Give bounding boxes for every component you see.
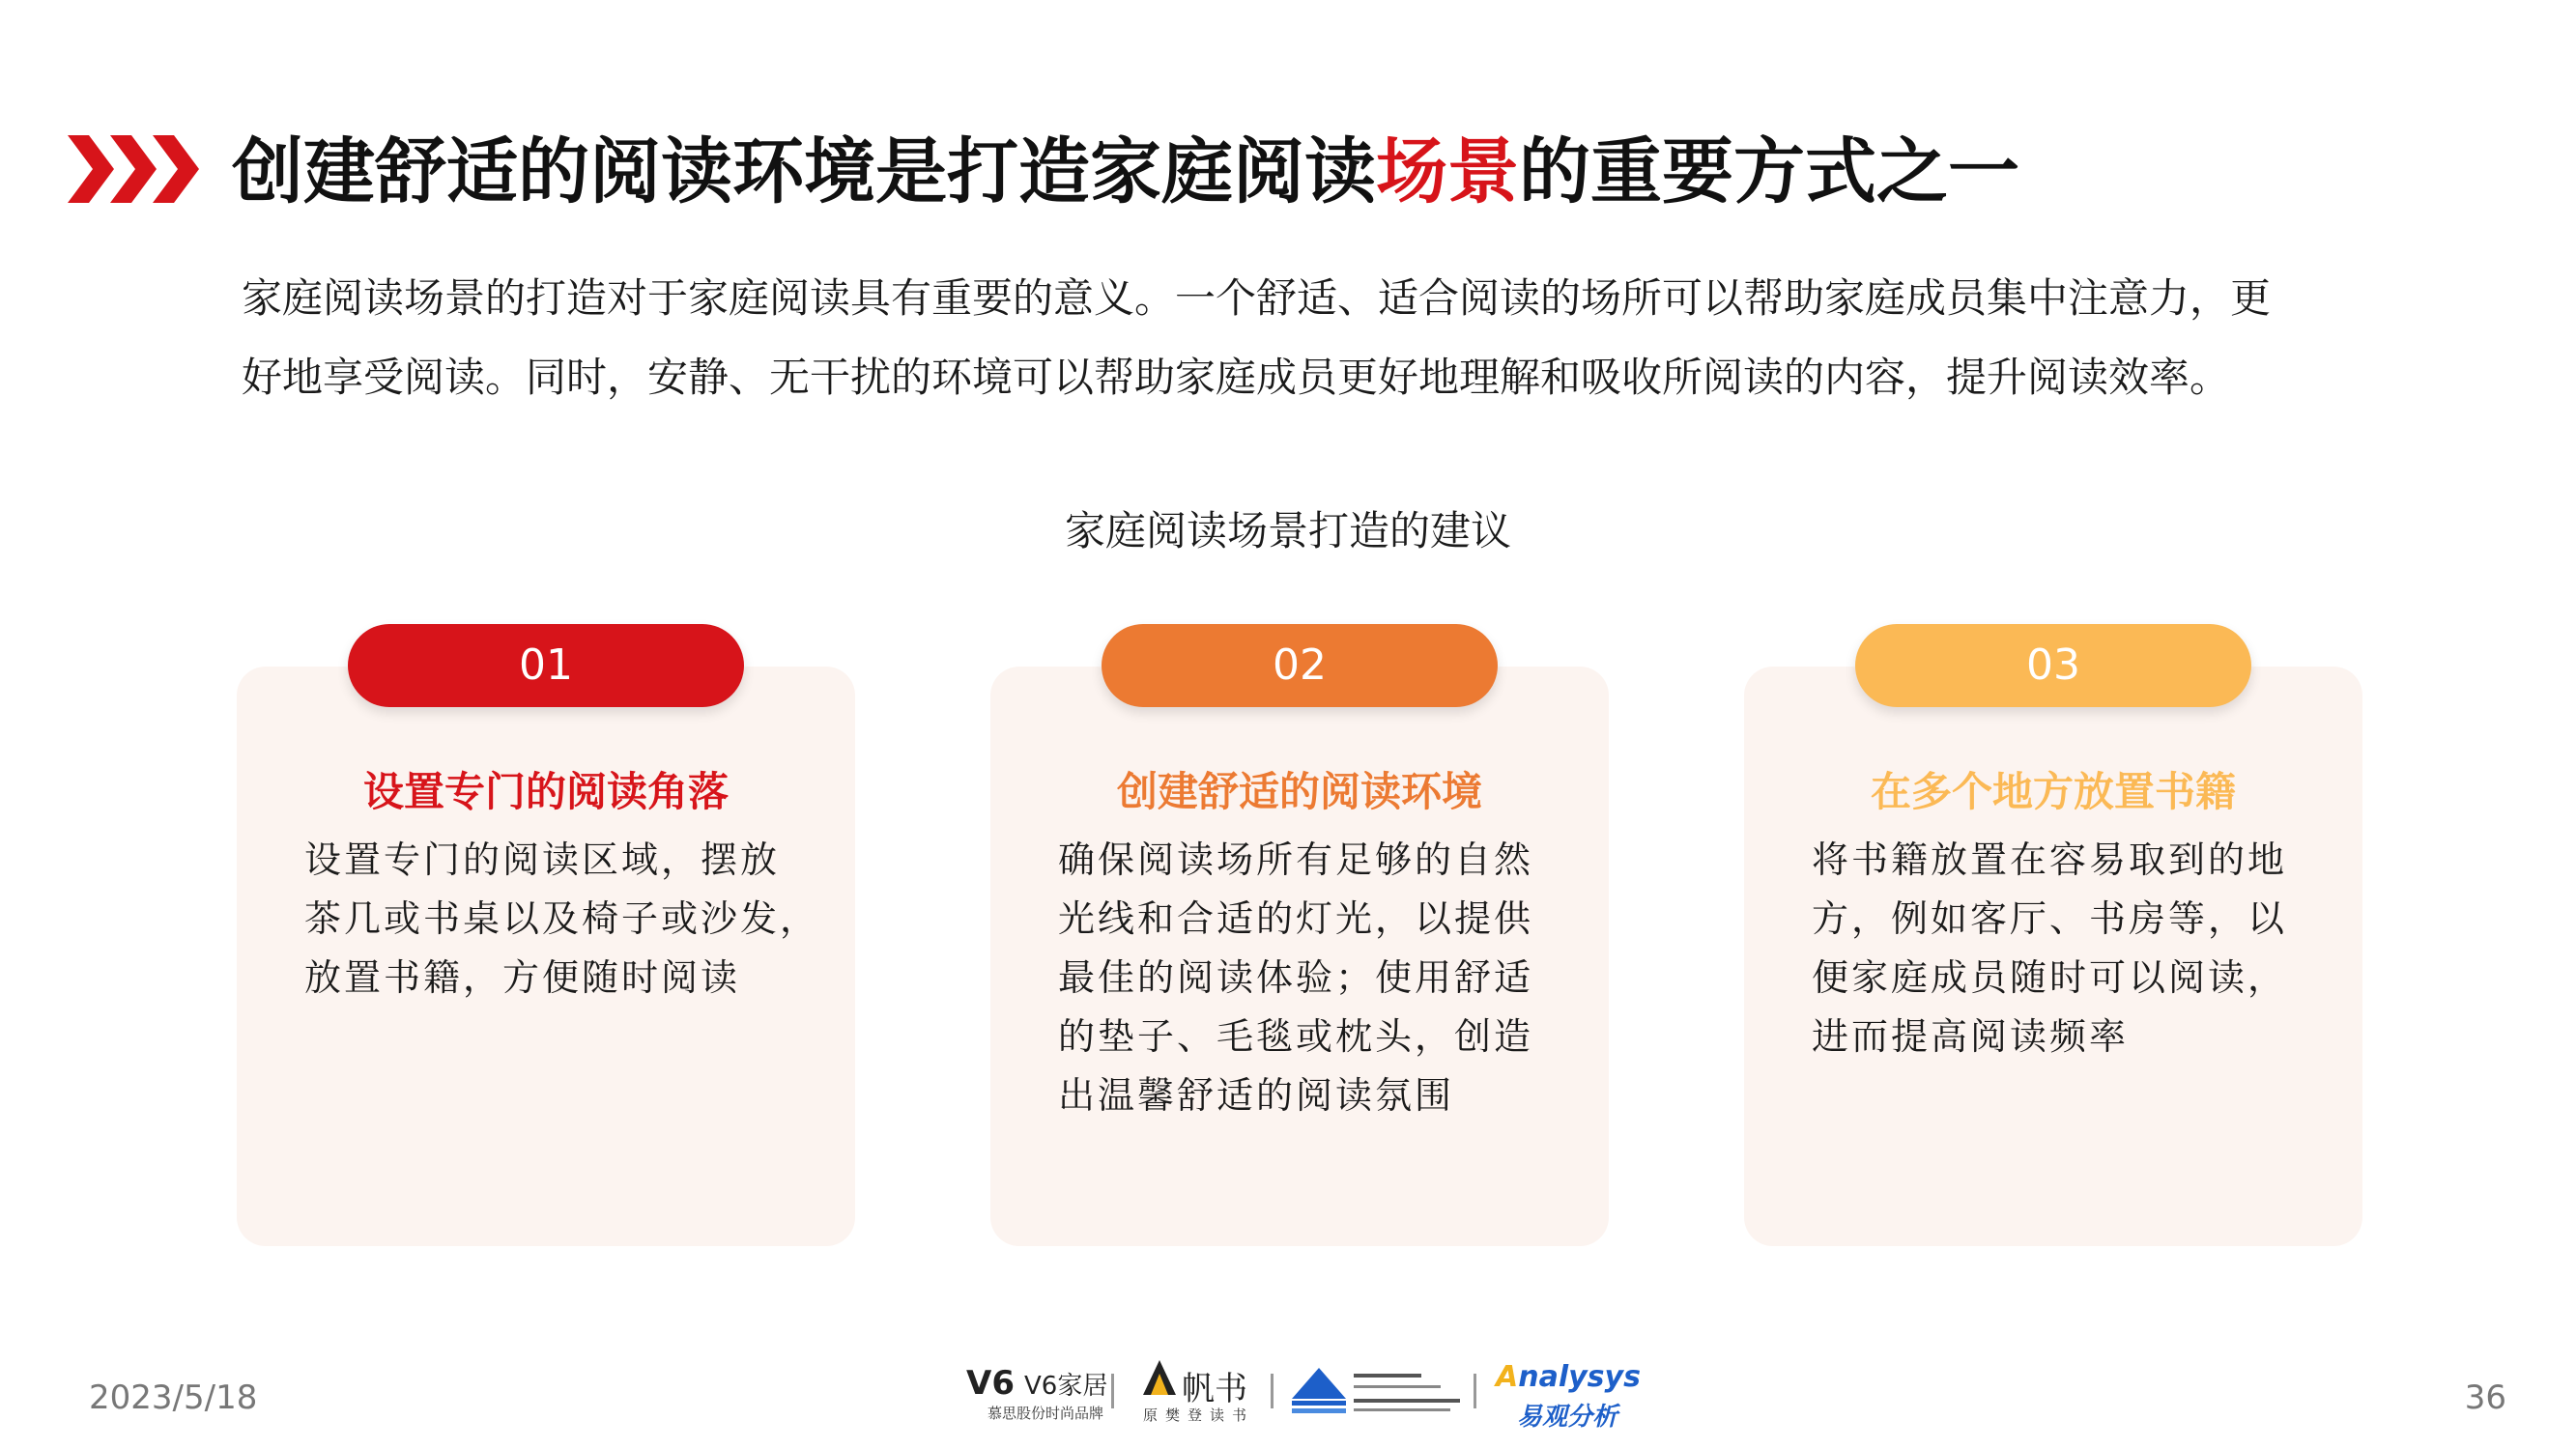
suggestion-card-2 bbox=[990, 667, 1609, 1246]
card-body bbox=[1812, 831, 2287, 1066]
partner-logos bbox=[966, 1352, 1662, 1430]
title-text-2: 的重要方式之一 bbox=[1519, 130, 2019, 213]
fanshu-mark-icon bbox=[1143, 1360, 1176, 1395]
library-logo-icon bbox=[1290, 1366, 1464, 1420]
card-line: 出温馨舒适的阅读氛围 bbox=[1058, 1074, 1455, 1117]
logo-divider bbox=[1474, 1374, 1476, 1408]
suggestion-card-3 bbox=[1744, 667, 2362, 1246]
card-line: 方，例如客厅、书房等，以 bbox=[1812, 897, 2288, 940]
v6-logo bbox=[966, 1352, 1108, 1430]
logo-divider bbox=[1111, 1374, 1114, 1408]
analysys-logo-subtext: 易观分析 bbox=[1517, 1403, 1618, 1432]
fanshu-logo-subtext: 原樊登读书 bbox=[1143, 1406, 1255, 1424]
card-line: 将书籍放置在容易取到的地 bbox=[1812, 838, 2288, 881]
analysys-logo-text: nalysys bbox=[1518, 1360, 1641, 1394]
logo-divider bbox=[1271, 1374, 1274, 1408]
card-number-badge-3: 03 bbox=[1855, 624, 2251, 707]
card-line: 确保阅读场所有足够的自然 bbox=[1058, 838, 1534, 881]
chevron-arrows-icon bbox=[68, 135, 203, 203]
card-line: 放置书籍，方便随时阅读 bbox=[304, 956, 741, 999]
analysys-initial: A bbox=[1496, 1360, 1519, 1394]
fanshu-logo bbox=[1135, 1352, 1261, 1430]
card-line: 最佳的阅读体验；使用舒适 bbox=[1058, 956, 1534, 999]
card-line: 设置专门的阅读区域，摆放 bbox=[304, 838, 781, 881]
intro-line: 家庭阅读场景的打造对于家庭阅读具有重要的意义。一个舒适、适合阅读的场所可以帮助家庭成员集中注意力，更 bbox=[242, 274, 2272, 322]
v6-logo-subtext: 慕思股份时尚品牌 bbox=[987, 1405, 1104, 1422]
card-number-badge-1: 01 bbox=[348, 624, 744, 707]
page-number: 36 bbox=[2464, 1378, 2506, 1417]
intro-paragraph bbox=[242, 259, 2445, 417]
intro-line: 好地享受阅读。同时，安静、无干扰的环境可以帮助家庭成员更好地理解和吸收所阅读的内容，提升阅读效率。 bbox=[242, 354, 2231, 401]
card-body bbox=[304, 831, 819, 1008]
card-line: 便家庭成员随时可以阅读， bbox=[1812, 956, 2288, 999]
card-title: 设置专门的阅读角落 bbox=[362, 768, 729, 815]
library-logo bbox=[1290, 1352, 1464, 1430]
card-title: 在多个地方放置书籍 bbox=[1870, 768, 2236, 815]
card-line: 进而提高阅读频率 bbox=[1812, 1015, 2130, 1058]
card-title: 创建舒适的阅读环境 bbox=[1116, 768, 1482, 815]
card-number-badge-2: 02 bbox=[1102, 624, 1498, 707]
card-line: 茶几或书桌以及椅子或沙发， bbox=[304, 897, 820, 940]
analysys-logo bbox=[1488, 1352, 1662, 1430]
fanshu-logo-text: 帆书 bbox=[1182, 1370, 1247, 1408]
v6-mark-icon: V6 bbox=[966, 1364, 1015, 1403]
footer-date: 2023/5/18 bbox=[89, 1378, 258, 1417]
card-body bbox=[1058, 831, 1533, 1125]
suggestion-card-1 bbox=[237, 667, 855, 1246]
v6-logo-text: V6家居 bbox=[1024, 1372, 1108, 1401]
card-line: 的垫子、毛毯或枕头，创造 bbox=[1058, 1015, 1534, 1058]
section-subtitle: 家庭阅读场景打造的建议 bbox=[1064, 507, 1511, 554]
page-title bbox=[232, 124, 2019, 220]
title-text-1: 创建舒适的阅读环境是打造家庭阅读 bbox=[232, 130, 1376, 213]
card-line: 光线和合适的灯光，以提供 bbox=[1058, 897, 1534, 940]
title-highlight: 场景 bbox=[1376, 130, 1519, 213]
